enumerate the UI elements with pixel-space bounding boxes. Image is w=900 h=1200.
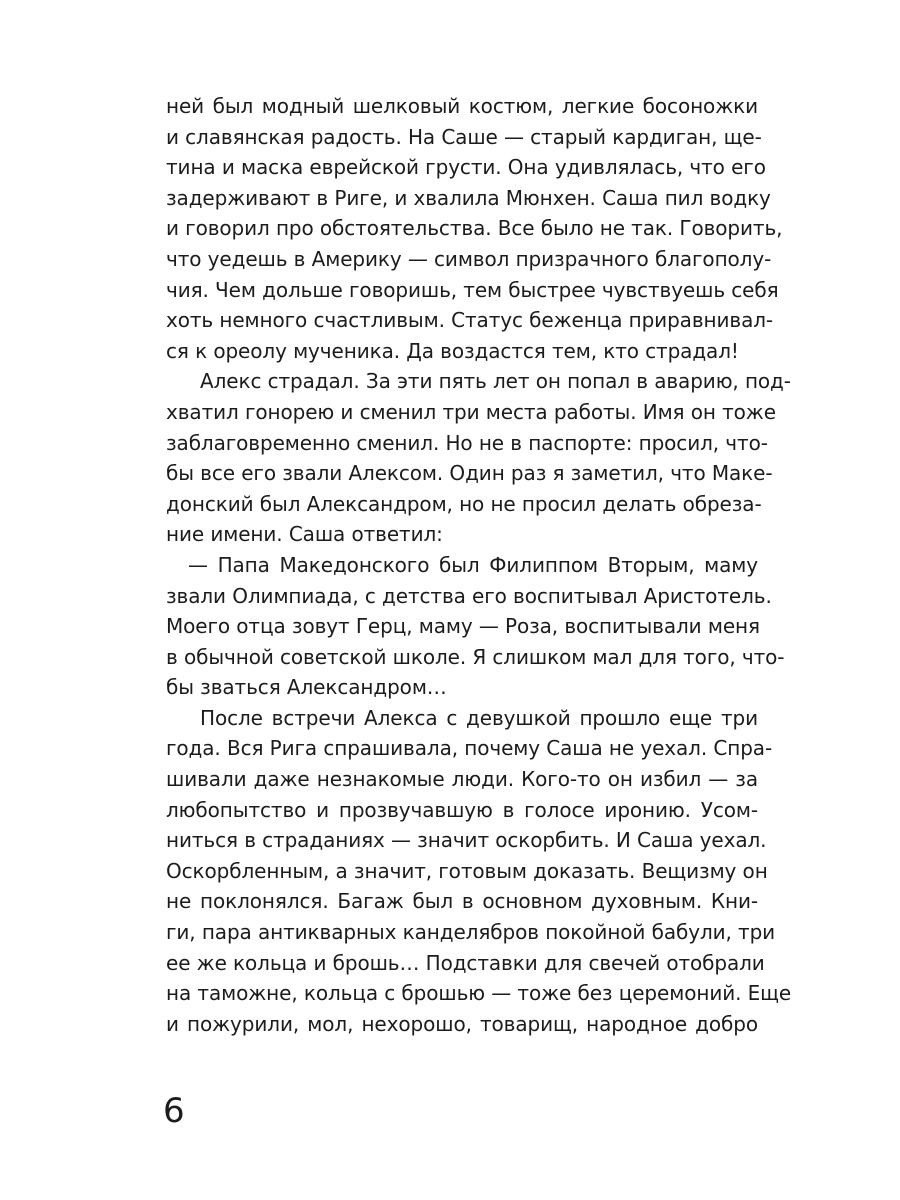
text-line: звали Олимпиада, с детства его воспитывал Аристотель. [166, 583, 772, 608]
text-line: После встречи Алекса с девушкой прошло еще три [200, 705, 758, 730]
text-line: и говорил про обстоятельства. Все было не так. Говорить, [166, 216, 783, 241]
text-line: Оскорбленным, а значит, готовым доказать. Вещизму он [166, 858, 768, 883]
text-line: и славянская радость. На Саше — старый кардиган, ще- [166, 124, 762, 149]
text-line: ние имени. Саша ответил: [166, 522, 443, 547]
paragraph-2 [166, 366, 791, 550]
text-line: на таможне, кольца с брошью — тоже без церемоний. Еще [166, 981, 792, 1006]
text-line: в обычной советской школе. Я слишком мал для того, что- [166, 644, 785, 669]
paragraph-4 [166, 703, 792, 1040]
text-line: задерживают в Риге, и хвалила Мюнхен. Саша пил водку [166, 185, 771, 210]
text-line: хоть немного счастливым. Статус беженца приравнивал- [166, 308, 774, 333]
page-number: 6 [163, 1091, 185, 1131]
text-line: ее же кольца и брошь… Подставки для свечей отобрали [166, 950, 765, 975]
text-line: заблаговременно сменил. Но не в паспорте: просил, что- [166, 430, 768, 455]
paragraph-3-dialogue [166, 550, 785, 703]
text-line: тина и маска еврейской грусти. Она удивлялась, что его [166, 155, 766, 180]
text-line: шивали даже незнакомые люди. Кого-то он избил — за [166, 767, 758, 792]
text-line: ги, пара антикварных канделябров покойной бабули, три [166, 920, 776, 945]
text-line: ся к ореолу мученика. Да воздастся тем, кто страдал! [166, 338, 739, 363]
text-line: не поклонялся. Багаж был в основном духовным. Кни- [166, 889, 758, 914]
text-line: ней был модный шелковый костюм, легкие босоножки [166, 94, 758, 118]
text-line: и пожурили, мол, нехорошо, товарищ, народное добро [166, 1011, 758, 1036]
text-line: любопытство и прозвучавшую в голосе иронию. Усом- [166, 797, 758, 822]
text-line: бы зваться Александром… [166, 675, 447, 700]
text-line: года. Вся Рига спрашивала, почему Саша не уехал. Спра- [166, 736, 773, 761]
text-line: что уедешь в Америку — символ призрачного благополу- [166, 246, 772, 271]
text-line: Алекс страдал. За эти пять лет он попал в аварию, под- [200, 369, 791, 394]
text-line: донский был Александром, но не просил делать обреза- [166, 491, 762, 516]
text-line: бы все его звали Алексом. Один раз я заметил, что Маке- [166, 461, 773, 486]
text-line: Моего отца зовут Герц, маму — Роза, воспитывали меня [166, 614, 760, 639]
text-line: — Папа Македонского был Филиппом Вторым, маму [188, 552, 758, 577]
text-line: хватил гонорею и сменил три места работы. Имя он тоже [166, 399, 776, 424]
text-line: ниться в страданиях — значит оскорбить. И Саша уехал. [166, 828, 767, 853]
body-text [166, 91, 792, 1039]
paragraph-1 [166, 91, 783, 366]
text-line: чия. Чем дольше говоришь, тем быстрее чувствуешь себя [166, 277, 779, 302]
